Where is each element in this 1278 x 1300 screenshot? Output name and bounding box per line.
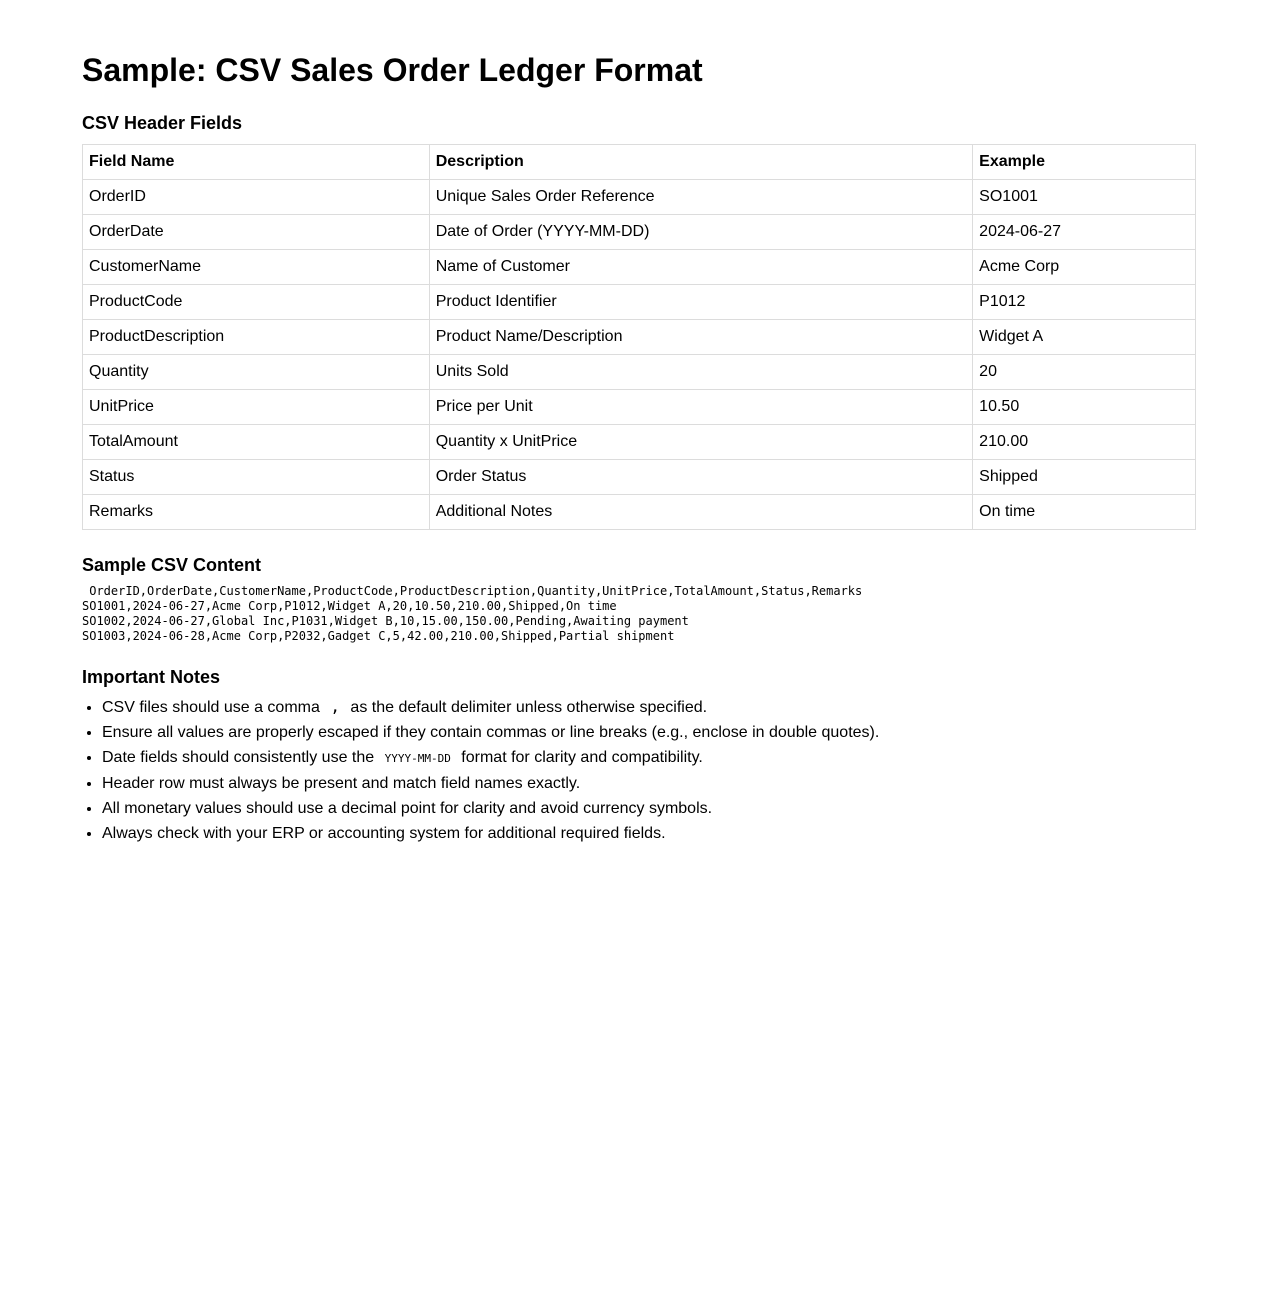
table-header-row — [83, 145, 1196, 180]
cell-example: 210.00 — [973, 425, 1196, 460]
table-row — [83, 250, 1196, 285]
cell-example: On time — [973, 495, 1196, 530]
cell-field-name: ProductDescription — [83, 320, 430, 355]
note-text: format for clarity and compatibility. — [461, 749, 703, 766]
cell-example: 10.50 — [973, 390, 1196, 425]
table-row — [83, 425, 1196, 460]
cell-field-name: Status — [83, 460, 430, 495]
csv-sample-block: OrderID,OrderDate,CustomerName,ProductCode,ProductDescription,Quantity,UnitPrice,TotalAmount,Status,Remarks SO1001,2024-06-27,Acme Corp,P1012,Widget A,20,10.50,210.00,Shipped,On time SO1002,2024-06-27,Global Inc,P1031,Widget B,10,15.00,150.00,Pending,Awaiting payment SO1003,2024-06-28,Acme Corp,P2032,Gadget C,5,42.00,210.00,Shipped,Partial shipment — [82, 584, 863, 643]
cell-description: Order Status — [429, 460, 972, 495]
cell-example: SO1001 — [973, 180, 1196, 215]
table-row — [83, 390, 1196, 425]
list-item — [102, 694, 1196, 720]
cell-description: Price per Unit — [429, 390, 972, 425]
cell-example: P1012 — [973, 285, 1196, 320]
fields-heading: CSV Header Fields — [82, 113, 243, 133]
fields-table — [82, 144, 1196, 530]
note-text: Date fields should consistently use the — [102, 749, 375, 766]
list-item: • All monetary values should use a decimal point for clarity and avoid currency symbols. — [102, 796, 1196, 821]
cell-example: Shipped — [973, 460, 1196, 495]
cell-field-name: ProductCode — [83, 285, 430, 320]
table-row — [83, 460, 1196, 495]
cell-example: Acme Corp — [973, 250, 1196, 285]
list-item — [102, 745, 1196, 771]
notes-heading: Important Notes — [82, 667, 221, 687]
cell-description: Product Name/Description — [429, 320, 972, 355]
list-item: • Header row must always be present and match field names exactly. — [102, 771, 1196, 796]
inline-code: YYYY-MM-DD — [384, 752, 451, 765]
note-text: as the default delimiter unless otherwise specified. — [350, 699, 708, 716]
list-item: • Always check with your ERP or accounting system for additional required fields. — [102, 821, 1196, 846]
page-title: Sample: CSV Sales Order Ledger Format — [82, 52, 703, 88]
cell-example: 20 — [973, 355, 1196, 390]
cell-description: Quantity x UnitPrice — [429, 425, 972, 460]
cell-description: Date of Order (YYYY-MM-DD) — [429, 215, 972, 250]
table-row — [83, 320, 1196, 355]
table-row — [83, 495, 1196, 530]
cell-field-name: OrderID — [83, 180, 430, 215]
cell-field-name: Remarks — [83, 495, 430, 530]
cell-field-name: OrderDate — [83, 215, 430, 250]
inline-code: , — [330, 697, 340, 716]
table-row — [83, 285, 1196, 320]
column-header-description: Description — [429, 145, 972, 180]
cell-example: Widget A — [973, 320, 1196, 355]
csv-heading: Sample CSV Content — [82, 555, 262, 575]
cell-field-name: TotalAmount — [83, 425, 430, 460]
notes-list — [82, 694, 1196, 846]
cell-description: Additional Notes — [429, 495, 972, 530]
column-header-field-name: Field Name — [83, 145, 430, 180]
cell-field-name: Quantity — [83, 355, 430, 390]
document-page — [82, 48, 1196, 846]
cell-field-name: CustomerName — [83, 250, 430, 285]
cell-description: Name of Customer — [429, 250, 972, 285]
cell-field-name: UnitPrice — [83, 390, 430, 425]
cell-description: Product Identifier — [429, 285, 972, 320]
cell-description: Units Sold — [429, 355, 972, 390]
cell-example: 2024-06-27 — [973, 215, 1196, 250]
note-text: CSV files should use a comma — [102, 699, 320, 716]
list-item: • Ensure all values are properly escaped if they contain commas or line breaks (e.g., enclose in double quotes). — [102, 720, 1196, 745]
table-row — [83, 180, 1196, 215]
table-row — [83, 355, 1196, 390]
cell-description: Unique Sales Order Reference — [429, 180, 972, 215]
table-row — [83, 215, 1196, 250]
column-header-example: Example — [973, 145, 1196, 180]
